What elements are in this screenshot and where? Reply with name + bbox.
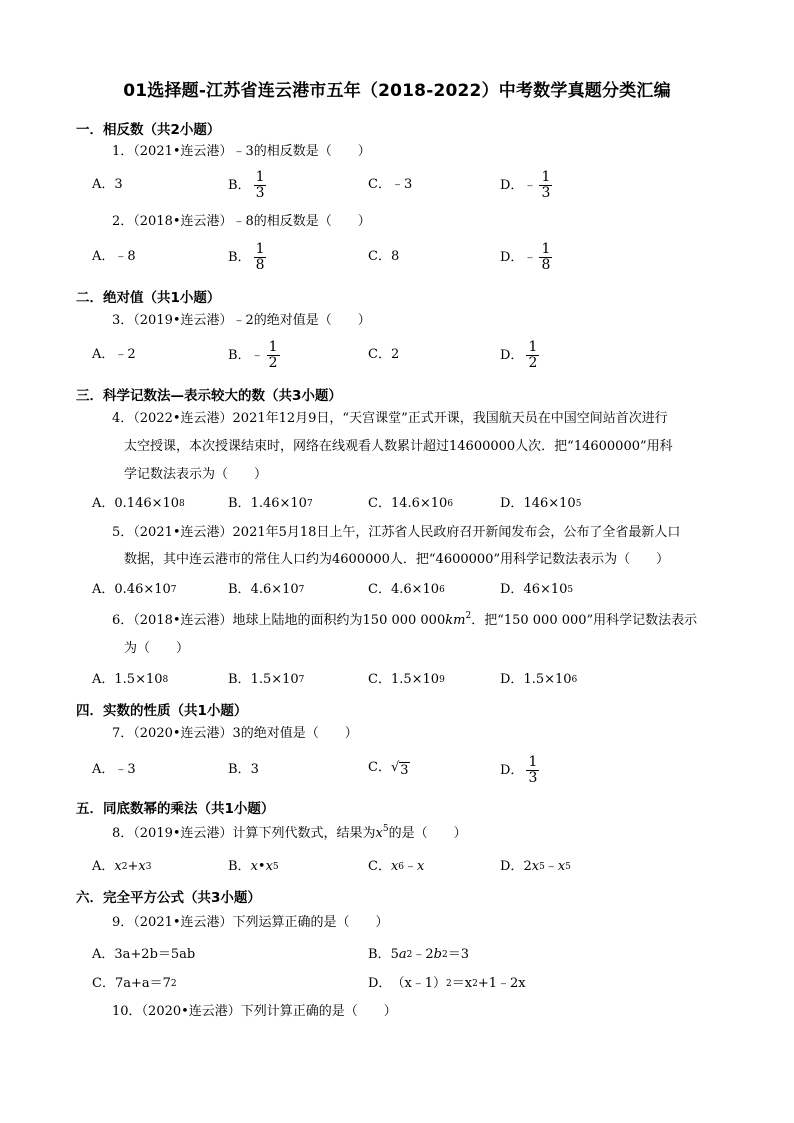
q4-option-d: D． 146×10 5 — [500, 496, 582, 511]
q9-option-c: C． 7a+a＝7 2 — [92, 976, 177, 991]
q4-option-b: B． 1.46×10 7 — [228, 496, 313, 511]
question-10: 10．（2020•连云港）下列计算正确的是（ ） — [112, 1004, 397, 1019]
q8-option-d: D． 2 x 5 ﹣ x 5 — [500, 859, 571, 874]
q7-option-d: D． $\frac{1}{3}$ — [500, 754, 538, 786]
q4-option-a: A． 0.146×10 8 — [92, 496, 185, 511]
fraction: $\frac{1}{2}$ — [268, 339, 278, 371]
q5-option-d: D． 46×10 5 — [500, 582, 574, 597]
q3-option-a: A． ﹣2 — [92, 347, 136, 362]
question-9: 9．（2021•连云港）下列运算正确的是（ ） — [112, 915, 389, 930]
question-3: 3．（2019•连云港）﹣2的绝对值是（ ） — [112, 313, 371, 328]
question-6-line-2: 为（ ） — [124, 641, 190, 656]
page-title: 01选择题-江苏省连云港市五年（2018-2022）中考数学真题分类汇编 — [123, 81, 671, 101]
q5-option-a: A． 0.46×10 7 — [92, 582, 177, 597]
question-2: 2．（2018•连云港）﹣8的相反数是（ ） — [112, 214, 371, 229]
q6-option-c: C． 1.5×10 9 — [368, 672, 445, 687]
q9-option-d: D． （x﹣1） 2 ＝x 2 +1﹣2x — [368, 976, 526, 991]
q3-option-b: B． ﹣ $\frac{1}{2}$ — [228, 339, 278, 371]
q1-option-d: D． ﹣ $\frac{1}{3}$ — [500, 169, 551, 201]
fraction: $\frac{1}{8}$ — [541, 241, 551, 273]
q3-option-c: C． 2 — [368, 347, 400, 362]
section-heading-scientific-notation: 三．科学记数法—表示较大的数（共3小题） — [76, 388, 342, 404]
section-heading-perfect-square: 六．完全平方公式（共3小题） — [76, 890, 261, 906]
section-heading-opposite-numbers: 一．相反数（共2小题） — [76, 122, 221, 138]
question-5-line-2: 数据，其中连云港市的常住人口约为4600000人．把“4600000”用科学记数法表示为（ ） — [124, 552, 670, 567]
fraction: $\frac{1}{3}$ — [541, 169, 551, 201]
q1-option-c: C． ﹣3 — [368, 177, 413, 192]
q2-option-c: C． 8 — [368, 249, 400, 264]
q5-option-b: B． 4.6×10 7 — [228, 582, 305, 597]
q8-option-a: A． x 2 + x 3 — [92, 859, 152, 874]
section-heading-absolute-value: 二．绝对值（共1小题） — [76, 290, 221, 306]
question-7: 7．（2020•连云港）3的绝对值是（ ） — [112, 726, 358, 741]
question-4-line-3: 学记数法表示为（ ） — [124, 467, 268, 482]
fraction: $\frac{1}{8}$ — [255, 241, 265, 273]
q7-option-c: C． √ 3 — [368, 760, 409, 778]
question-1: 1．（2021•连云港）﹣3的相反数是（ ） — [112, 144, 371, 159]
question-8: 8．（2019•连云港）计算下列代数式，结果为$x^5$的是（ ） — [112, 824, 467, 841]
q6-option-a: A． 1.5×10 8 — [92, 672, 169, 687]
q2-option-d: D． ﹣ $\frac{1}{8}$ — [500, 241, 551, 273]
q4-option-c: C． 14.6×10 6 — [368, 496, 454, 511]
section-heading-power-multiplication: 五．同底数幂的乘法（共1小题） — [76, 801, 275, 817]
q6-option-d: D． 1.5×10 6 — [500, 672, 578, 687]
question-4-line-2: 太空授课，本次授课结束时，网络在线观看人数累计超过14600000人次．把“14600000”用科 — [124, 439, 673, 454]
square-root: √ 3 — [390, 760, 409, 778]
question-4-line-1: 4．（2022•连云港）2021年12月9日，“天宫课堂”正式开课，我国航天员在中国空间站首次进行 — [112, 411, 668, 426]
q3-option-d: D． $\frac{1}{2}$ — [500, 339, 538, 371]
q5-option-c: C． 4.6×10 6 — [368, 582, 445, 597]
q2-option-b: B． $\frac{1}{8}$ — [228, 241, 265, 273]
section-heading-real-numbers: 四．实数的性质（共1小题） — [76, 703, 248, 719]
q9-option-a: A． 3a+2b＝5ab — [92, 947, 196, 962]
q8-option-b: B． x • x 5 — [228, 859, 279, 874]
q7-option-b: B． 3 — [228, 762, 259, 777]
q1-option-a: A． 3 — [92, 177, 123, 192]
q6-option-b: B． 1.5×10 7 — [228, 672, 305, 687]
q7-option-a: A． ﹣3 — [92, 762, 136, 777]
q1-option-b: B． $\frac{1}{3}$ — [228, 169, 265, 201]
fraction: $\frac{1}{3}$ — [255, 169, 265, 201]
question-6-line-1: 6．（2018•连云港）地球上陆地的面积约为150 000 $000km^2$．把“150 000 000”用科学记数法表示 — [112, 611, 698, 628]
question-5-line-1: 5．（2021•连云港）2021年5月18日上午，江苏省人民政府召开新闻发布会，公布了全省最新人口 — [112, 525, 681, 540]
q9-option-b: B． 5 a 2 ﹣2 b 2 ＝3 — [368, 947, 469, 962]
q8-option-c: C． x 6 ﹣ x — [368, 859, 425, 874]
q2-option-a: A． ﹣8 — [92, 249, 136, 264]
fraction: $\frac{1}{2}$ — [528, 339, 538, 371]
fraction: $\frac{1}{3}$ — [528, 754, 538, 786]
